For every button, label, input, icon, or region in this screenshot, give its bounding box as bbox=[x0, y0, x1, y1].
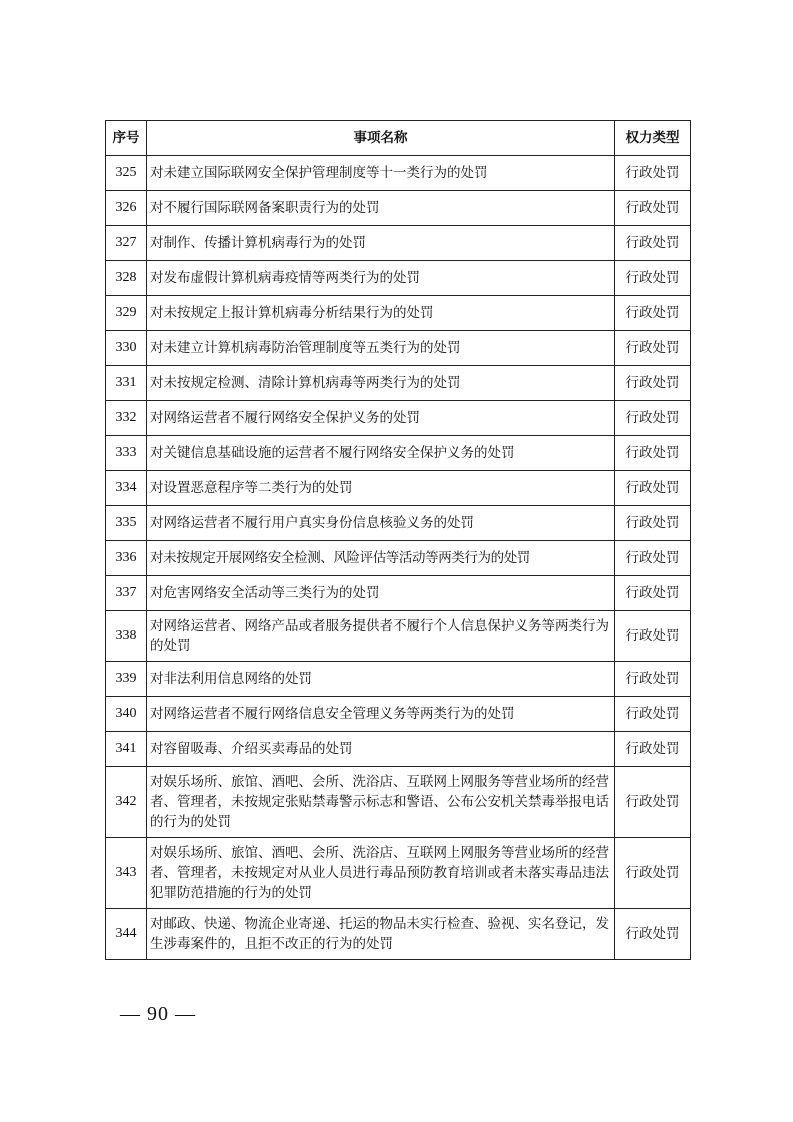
table-row bbox=[106, 697, 691, 732]
row-power-type: 行政处罚 bbox=[615, 611, 691, 662]
table-row bbox=[106, 401, 691, 436]
row-number: 336 bbox=[106, 541, 147, 576]
table-row bbox=[106, 156, 691, 191]
table-row bbox=[106, 191, 691, 226]
row-number: 329 bbox=[106, 296, 147, 331]
header-item-name: 事项名称 bbox=[147, 121, 615, 156]
row-number: 338 bbox=[106, 611, 147, 662]
row-power-type: 行政处罚 bbox=[615, 296, 691, 331]
row-item-name: 对容留吸毒、介绍买卖毒品的处罚 bbox=[147, 732, 615, 767]
row-item-name: 对危害网络安全活动等三类行为的处罚 bbox=[147, 576, 615, 611]
table-row bbox=[106, 261, 691, 296]
page-number: — 90 — bbox=[120, 1003, 196, 1025]
row-number: 343 bbox=[106, 838, 147, 909]
row-item-name: 对网络运营者不履行网络安全保护义务的处罚 bbox=[147, 401, 615, 436]
row-item-name: 对发布虚假计算机病毒疫情等两类行为的处罚 bbox=[147, 261, 615, 296]
row-number: 328 bbox=[106, 261, 147, 296]
table-row bbox=[106, 226, 691, 261]
row-power-type: 行政处罚 bbox=[615, 471, 691, 506]
table-row bbox=[106, 331, 691, 366]
header-serial-number: 序号 bbox=[106, 121, 147, 156]
row-number: 330 bbox=[106, 331, 147, 366]
row-number: 327 bbox=[106, 226, 147, 261]
row-number: 337 bbox=[106, 576, 147, 611]
row-item-name: 对未按规定上报计算机病毒分析结果行为的处罚 bbox=[147, 296, 615, 331]
row-number: 334 bbox=[106, 471, 147, 506]
row-number: 325 bbox=[106, 156, 147, 191]
row-item-name: 对制作、传播计算机病毒行为的处罚 bbox=[147, 226, 615, 261]
row-power-type: 行政处罚 bbox=[615, 331, 691, 366]
row-number: 344 bbox=[106, 909, 147, 960]
table-row bbox=[106, 366, 691, 401]
row-item-name: 对未按规定开展网络安全检测、风险评估等活动等两类行为的处罚 bbox=[147, 541, 615, 576]
row-power-type: 行政处罚 bbox=[615, 838, 691, 909]
row-power-type: 行政处罚 bbox=[615, 732, 691, 767]
header-power-type: 权力类型 bbox=[615, 121, 691, 156]
row-number: 340 bbox=[106, 697, 147, 732]
document-page bbox=[105, 120, 690, 960]
row-item-name: 对娱乐场所、旅馆、酒吧、会所、洗浴店、互联网上网服务等营业场所的经营者、管理者，未按规定对从业人员进行毒品预防教育培训或者未落实毒品违法犯罪防范措施的行为的处罚 bbox=[147, 838, 615, 909]
row-item-name: 对邮政、快递、物流企业寄递、托运的物品未实行检查、验视、实名登记，发生涉毒案件的，且拒不改正的行为的处罚 bbox=[147, 909, 615, 960]
row-power-type: 行政处罚 bbox=[615, 909, 691, 960]
row-item-name: 对不履行国际联网备案职责行为的处罚 bbox=[147, 191, 615, 226]
table-row bbox=[106, 541, 691, 576]
table-row bbox=[106, 767, 691, 838]
row-item-name: 对娱乐场所、旅馆、酒吧、会所、洗浴店、互联网上网服务等营业场所的经营者、管理者，未按规定张贴禁毒警示标志和警语、公布公安机关禁毒举报电话的行为的处罚 bbox=[147, 767, 615, 838]
row-power-type: 行政处罚 bbox=[615, 697, 691, 732]
row-power-type: 行政处罚 bbox=[615, 401, 691, 436]
table-row bbox=[106, 909, 691, 960]
table-row bbox=[106, 296, 691, 331]
row-power-type: 行政处罚 bbox=[615, 261, 691, 296]
row-power-type: 行政处罚 bbox=[615, 226, 691, 261]
row-power-type: 行政处罚 bbox=[615, 506, 691, 541]
row-power-type: 行政处罚 bbox=[615, 767, 691, 838]
row-power-type: 行政处罚 bbox=[615, 366, 691, 401]
power-items-table bbox=[105, 120, 691, 960]
table-row bbox=[106, 576, 691, 611]
row-item-name: 对非法利用信息网络的处罚 bbox=[147, 662, 615, 697]
table-row bbox=[106, 471, 691, 506]
row-item-name: 对设置恶意程序等二类行为的处罚 bbox=[147, 471, 615, 506]
row-number: 341 bbox=[106, 732, 147, 767]
table-row bbox=[106, 506, 691, 541]
row-item-name: 对网络运营者、网络产品或者服务提供者不履行个人信息保护义务等两类行为的处罚 bbox=[147, 611, 615, 662]
row-power-type: 行政处罚 bbox=[615, 541, 691, 576]
row-number: 326 bbox=[106, 191, 147, 226]
row-item-name: 对未按规定检测、清除计算机病毒等两类行为的处罚 bbox=[147, 366, 615, 401]
table-row bbox=[106, 732, 691, 767]
row-item-name: 对网络运营者不履行网络信息安全管理义务等两类行为的处罚 bbox=[147, 697, 615, 732]
row-power-type: 行政处罚 bbox=[615, 156, 691, 191]
table-row bbox=[106, 611, 691, 662]
row-number: 339 bbox=[106, 662, 147, 697]
row-number: 335 bbox=[106, 506, 147, 541]
row-power-type: 行政处罚 bbox=[615, 662, 691, 697]
table-row bbox=[106, 838, 691, 909]
row-power-type: 行政处罚 bbox=[615, 436, 691, 471]
row-number: 342 bbox=[106, 767, 147, 838]
row-item-name: 对未建立计算机病毒防治管理制度等五类行为的处罚 bbox=[147, 331, 615, 366]
row-power-type: 行政处罚 bbox=[615, 576, 691, 611]
row-item-name: 对网络运营者不履行用户真实身份信息核验义务的处罚 bbox=[147, 506, 615, 541]
row-number: 331 bbox=[106, 366, 147, 401]
row-item-name: 对关键信息基础设施的运营者不履行网络安全保护义务的处罚 bbox=[147, 436, 615, 471]
row-power-type: 行政处罚 bbox=[615, 191, 691, 226]
row-number: 332 bbox=[106, 401, 147, 436]
row-number: 333 bbox=[106, 436, 147, 471]
table-row bbox=[106, 436, 691, 471]
table-row bbox=[106, 662, 691, 697]
table-header-row bbox=[106, 121, 691, 156]
row-item-name: 对未建立国际联网安全保护管理制度等十一类行为的处罚 bbox=[147, 156, 615, 191]
